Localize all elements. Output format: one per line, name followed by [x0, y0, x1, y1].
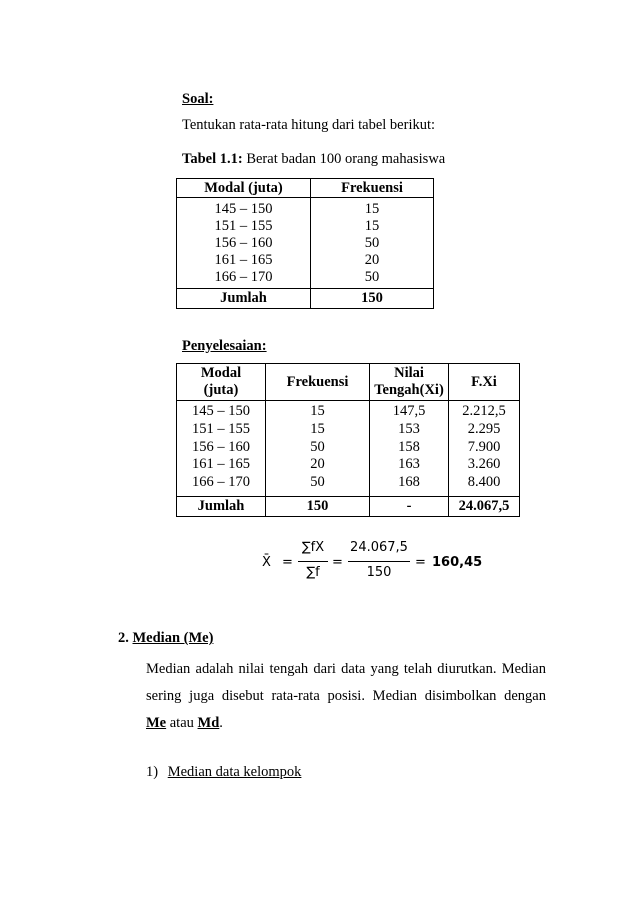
table-cell: 15 — [364, 218, 380, 234]
caption-label: Tabel 1.1: — [182, 151, 243, 167]
table-cell: 3.260 — [467, 456, 501, 473]
table-cell: 145 – 150 — [214, 201, 273, 217]
data-table — [176, 178, 434, 309]
table-cell: 163 — [398, 456, 420, 473]
mean-formula — [262, 540, 562, 584]
subheading-text: Median data kelompok — [167, 764, 302, 780]
col-header-fxi: F.Xi — [449, 364, 520, 401]
frekuensi-column — [266, 401, 370, 497]
table-cell: 168 — [398, 474, 420, 491]
col-header-frekuensi: Frekuensi — [266, 364, 370, 401]
table-cell: 8.400 — [467, 474, 501, 491]
soal-heading: Soal: — [182, 91, 214, 107]
median-line-3 — [146, 710, 223, 737]
formula-equals: = — [332, 555, 343, 570]
table-cell: 156 – 160 — [192, 438, 250, 455]
subheading — [146, 764, 301, 781]
table-cell: 15 — [310, 403, 325, 419]
table-cell: 147,5 — [392, 403, 426, 419]
table-cell: 153 — [398, 420, 420, 437]
table-cell: 50 — [364, 235, 380, 251]
caption-text: Berat badan 100 orang mahasiswa — [246, 151, 446, 167]
total-xi: - — [370, 496, 449, 516]
table-cell: 50 — [310, 438, 325, 455]
frekuensi-column — [311, 198, 434, 289]
formula-equals: = — [282, 555, 293, 570]
table-cell: 156 – 160 — [214, 235, 273, 251]
modal-column — [177, 401, 266, 497]
formula-numerator-value: 24.067,5 — [350, 540, 408, 555]
table-cell: 15 — [364, 201, 380, 217]
subheading-number: 1) — [146, 764, 159, 780]
fraction-bar — [348, 561, 410, 562]
table-cell: 166 – 170 — [192, 474, 250, 491]
table-cell: 151 – 155 — [192, 420, 250, 437]
col-header-modal: Modal (juta) — [177, 179, 311, 198]
table-cell: 161 – 165 — [192, 456, 250, 473]
formula-equals: = — [415, 555, 426, 570]
penyelesaian-heading: Penyelesaian: — [182, 338, 267, 354]
fraction-bar — [298, 561, 328, 562]
median-heading-number: 2. — [118, 630, 129, 646]
col-header-modal: Modal (juta) — [177, 364, 266, 401]
table-cell: 151 – 155 — [214, 218, 273, 234]
total-label: Jumlah — [177, 496, 266, 516]
formula-lhs: X̄ — [262, 555, 271, 570]
median-period: . — [219, 715, 223, 731]
table-cell: 20 — [364, 252, 380, 268]
table-cell: 145 – 150 — [192, 403, 250, 419]
nilai-tengah-column — [370, 401, 449, 497]
modal-column — [177, 198, 311, 289]
formula-numerator: ∑fX — [301, 540, 325, 555]
table-cell: 2.212,5 — [462, 403, 506, 419]
formula-denominator-value: 150 — [366, 565, 392, 580]
table-caption — [182, 151, 445, 168]
table-cell: 50 — [364, 269, 380, 285]
formula-denominator: ∑f — [306, 565, 320, 580]
soal-instruction: Tentukan rata-rata hitung dari tabel berikut: — [182, 117, 436, 133]
median-heading-text: Median (Me) — [132, 630, 214, 646]
table-cell: 166 – 170 — [214, 269, 273, 285]
table-cell: 161 – 165 — [214, 252, 273, 268]
fxi-column — [449, 401, 520, 497]
median-atau: atau — [169, 715, 194, 731]
total-label: Jumlah — [177, 289, 311, 309]
solution-table — [176, 363, 520, 517]
table-cell: 15 — [310, 420, 325, 437]
formula-result: 160,45 — [432, 555, 483, 570]
total-frekuensi: 150 — [266, 496, 370, 516]
median-symbol-me: Me — [146, 715, 167, 731]
col-header-frekuensi: Frekuensi — [311, 179, 434, 198]
table-cell: 2.295 — [467, 420, 501, 437]
median-line-2: sering juga disebut rata-rata posisi. Median disimbolkan dengan — [146, 688, 546, 704]
median-symbol-md: Md — [197, 715, 220, 731]
median-line-1: Median adalah nilai tengah dari data yang telah diurutkan. Median — [146, 661, 546, 677]
table-cell: 7.900 — [467, 438, 501, 455]
total-value: 150 — [311, 289, 434, 309]
median-heading — [118, 630, 213, 647]
table-cell: 158 — [398, 438, 420, 455]
table-cell: 50 — [310, 474, 325, 491]
total-fxi: 24.067,5 — [449, 496, 520, 516]
col-header-nilai-tengah: Nilai Tengah(Xi) — [370, 364, 449, 401]
table-cell: 20 — [310, 456, 325, 473]
